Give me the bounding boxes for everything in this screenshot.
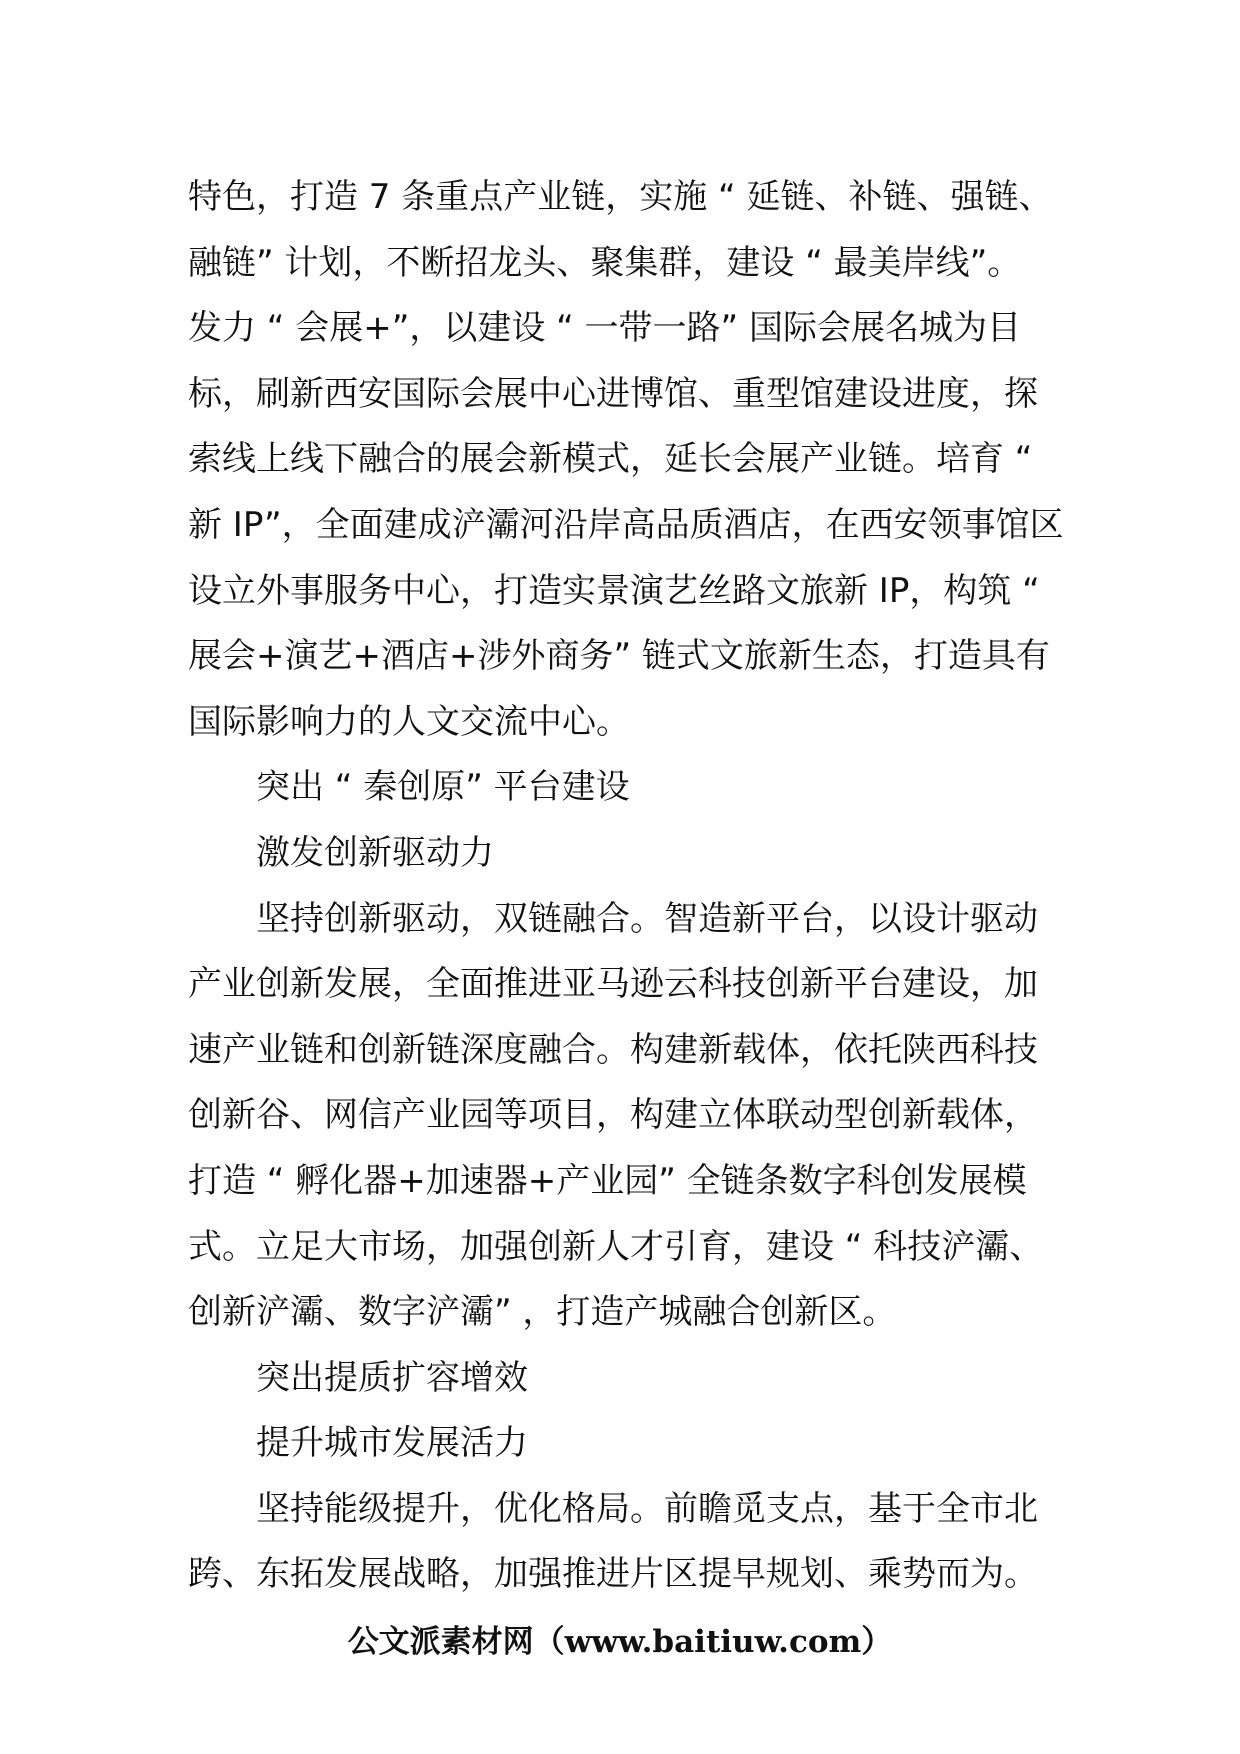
document-body	[188, 165, 1068, 1608]
text-line: 发力 “ 会展+”，以建设 “ 一带一路” 国际会展名城为目	[188, 308, 1021, 349]
text-line: 突出提质扩容增效	[256, 1357, 528, 1398]
text-line: 产业创新发展，全面推进亚马逊云科技创新平台建设，加	[188, 964, 1038, 1005]
text-line: 突出 “ 秦创原” 平台建设	[256, 767, 630, 808]
text-line: 索线上线下融合的展会新模式，延长会展产业链。培育 “	[188, 439, 1033, 480]
text-line: 打造 “ 孵化器+加速器+产业园” 全链条数字科创发展模	[188, 1160, 1027, 1201]
text-line: 特色，打造 7 条重点产业链，实施 “ 延链、补链、强链、	[188, 177, 1053, 217]
text-line: 设立外事服务中心，打造实景演艺丝路文旅新 IP，构筑 “	[188, 570, 1040, 611]
text-line: 速产业链和创新链深度融合。构建新载体，依托陕西科技	[188, 1029, 1038, 1070]
text-line: 坚持创新驱动，双链融合。智造新平台，以设计驱动	[256, 898, 1038, 939]
text-line: 展会+演艺+酒店+涉外商务” 链式文旅新生态，打造具有	[188, 636, 1050, 677]
text-line: 标，刷新西安国际会展中心进博馆、重型馆建设进度，探	[188, 373, 1038, 414]
text-line: 创新浐灞、数字浐灞” ，打造产城融合创新区。	[188, 1292, 897, 1333]
text-line: 新 IP”，全面建成浐灞河沿岸高品质酒店，在西安领事馆区	[188, 504, 1064, 545]
text-line: 提升城市发展活力	[256, 1423, 528, 1464]
text-line: 坚持能级提升，优化格局。前瞻觅支点，基于全市北	[256, 1488, 1038, 1529]
text-line: 激发创新驱动力	[256, 832, 494, 873]
footer-watermark: 公文派素材网（www.baitiuw.com）	[347, 1624, 893, 1660]
text-line: 创新谷、网信产业园等项目，构建立体联动型创新载体，	[188, 1095, 1038, 1136]
text-line: 式。立足大市场，加强创新人才引育，建设 “ 科技浐灞、	[188, 1226, 1044, 1267]
text-line: 国际影响力的人文交流中心。	[188, 701, 630, 742]
text-line: 融链” 计划，不断招龙头、聚集群，建设 “ 最美岸线”。	[188, 242, 1022, 283]
text-line: 跨、东拓发展战略，加强推进片区提早规划、乘势而为。	[188, 1554, 1038, 1595]
